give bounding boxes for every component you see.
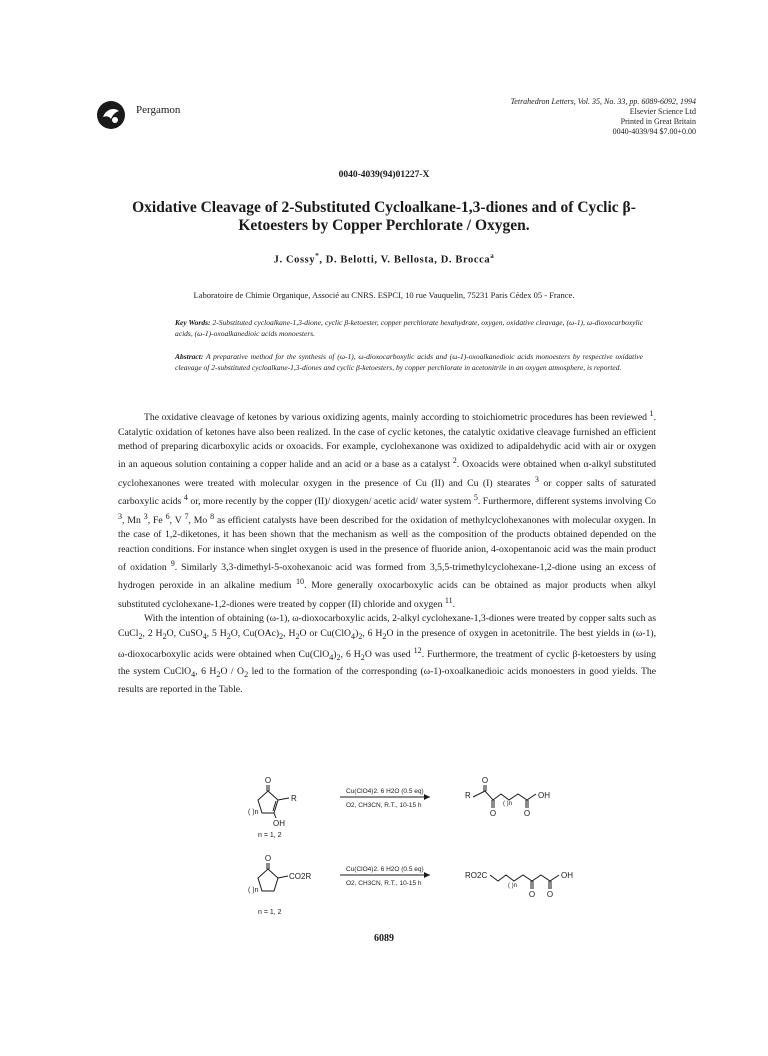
keywords-block bbox=[175, 318, 643, 339]
chain-index-2: ( )n bbox=[508, 883, 517, 889]
diketoacid-chain bbox=[473, 791, 536, 800]
abstract-block bbox=[175, 352, 643, 373]
abstract-label: Abstract: bbox=[175, 352, 204, 361]
publisher-name: Pergamon bbox=[136, 104, 181, 116]
citation-price: 0040-4039/94 $7.00+0.00 bbox=[612, 127, 696, 136]
citation-printed: Printed in Great Britain bbox=[620, 117, 696, 126]
carbonyl-o-top: O bbox=[264, 776, 272, 785]
author-corresponding: J. Cossy bbox=[273, 254, 316, 266]
n-values-1: n = 1, 2 bbox=[258, 832, 282, 839]
article-title: Oxidative Cleavage of 2-Substituted Cycloalkane-1,3-diones and of Cyclic β-Ketoesters by Copper Perchlorate / Oxygen. bbox=[132, 199, 636, 234]
corresponding-mark: * bbox=[315, 252, 320, 260]
author-coauthors: D. Belotti, V. Bellosta, D. Brocca bbox=[325, 254, 491, 266]
ketone-o-top: O bbox=[481, 776, 489, 785]
reagent-1: Cu(ClO4)2. 6 H2O (0.5 eq) bbox=[346, 788, 424, 795]
journal-citation bbox=[511, 97, 696, 137]
page-number: 6089 bbox=[374, 933, 394, 944]
keto-o-bottom-2: O bbox=[528, 890, 536, 899]
paragraph-intention: With the intention of obtaining (ω-1), ω-dioxocarboxylic acids, 2-alkyl cyclohexane-1,3-diones were treated by copper salts such as CuCl$_2$, 2 $H_2O$, CuSO$_4$, 5 $H_2O$, $Cu(OAc)_2$, $H_2O$ or $Cu(ClO_4)_2$, 6 $H_2O$ in the presence of oxygen in acetonitrile. The best yields in (ω-1), ω-dioxocarboxylic acids were obtained when $Cu(ClO_4)_2$, 6 $H_2O$ was used $^{12}$. Furthermore, the treatment of cyclic β-ketoesters by using the system CuClO$_4$, 6 $H_2O / O_2$ led to the formation of the corresponding (ω-1)-oxoalkanedioic acids monoesters in good yields. The results are reported in the Table. bbox=[118, 613, 657, 695]
conditions-2: O2, CH3CN, R.T., 10-15 h bbox=[346, 880, 422, 887]
ester-group: CO2R bbox=[289, 872, 312, 881]
conditions-1: O2, CH3CN, R.T., 10-15 h bbox=[346, 802, 422, 809]
paragraph-intro: The oxidative cleavage of ketones by various oxidizing agents, mainly according to stoichiometric procedures has been reviewed $^1$. Catalytic oxidation of ketones have also been realized. In the case of cyclic ketones, the catalytic oxidative cleavage furnished an efficient method of preparing dicarboxylic acids or oxoacids. For example, cyclohexanone was oxidized to adipaldehydic acid with air or oxygen in an aqueous solution containing a copper halide and an acid or a base as a catalyst $^2$. Oxoacids were obtained when α-alkyl substituted cyclohexanones were treated with molecular oxygen in the presence of Cu (II) and Cu (I) stearates $^3$ or copper salts of saturated carboxylic acids $^4$ or, more recently by the copper (II)/ dioxygen/ acetic acid/ water system $^5$. Furthermore, different systems involving Co $^3$, Mn $^3$, Fe $^6$, V $^7$, Mo $^8$ as efficient catalysts have been described for the oxidation of methylcyclohexanones with molecular oxygen. In the case of 1,2-diketones, it has been shown that the mechanism as well as the composition of the products obtained depended on the reaction conditions. For instance when singlet oxygen is used in the presence of fluoride anion, 4-oxopentanoic acid was the main product of oxidation $^9$. Similarly 3,3-dimethyl-5-oxohexanoic acid was formed from 3,5,5-trimethylcyclohexane-1,2-dione using an excess of hydrogen peroxide in an alkaline medium $^{10}$. More generally oxocarboxylic acids can be obtained as major products when alkyl substituted cyclohexane-1,2-diones were treated by copper (II) chloride and oxygen $^{11}$. bbox=[118, 409, 657, 611]
affiliation-mark: a bbox=[490, 252, 495, 260]
ketone-o-bottom: O bbox=[489, 809, 497, 818]
citation-publisher: Elsevier Science Ltd bbox=[629, 107, 696, 116]
acid-oh: OH bbox=[538, 791, 550, 800]
article-body bbox=[118, 407, 656, 697]
acid-oh-2: OH bbox=[561, 871, 573, 880]
keywords-text: 2-Substituted cycloalkane-1,3-dione, cyclic β-ketoester, copper perchlorate hexahydrate, oxygen, oxidative cleavage, (ω-1), ω-dioxocarboxylic acids, (ω-1)-oxoalkanedioic acids monoesters. bbox=[175, 318, 643, 338]
r-substituent: R bbox=[291, 794, 297, 803]
ester-prefix: RO2C bbox=[465, 871, 488, 880]
dione-ring bbox=[258, 791, 278, 813]
ketoester-acid-chain bbox=[490, 875, 559, 881]
abstract-text: A preparative method for the synthesis of (ω-1), ω-dioxocarboxylic acids and (ω-1)-oxoalkanedioic acids monoesters by respective oxidative cleavage of 2-substituted cycloalkane-1,3-diones and cyclic β-ketoesters, by copper perchlorate in acetonitrile in an oxygen atmosphere, is reported. bbox=[175, 352, 643, 372]
acid-o-bottom-2: O bbox=[546, 890, 554, 899]
ring-size-index: ( )n bbox=[248, 809, 259, 816]
reaction-scheme bbox=[240, 774, 600, 924]
keywords-label: Key Words: bbox=[175, 318, 211, 327]
enol-oh: OH bbox=[273, 819, 285, 828]
product-r: R bbox=[465, 791, 471, 800]
document-id: 0040-4039(94)01227-X bbox=[338, 170, 430, 180]
chain-index-1: ( )n bbox=[503, 801, 512, 807]
ring-size-index-2: ( )n bbox=[248, 887, 259, 894]
pergamon-logo-icon bbox=[96, 100, 126, 130]
citation-journal: Tetrahedron Letters, Vol. 35, No. 33, pp. 6089-6092, 1994 bbox=[510, 97, 696, 106]
carbonyl-o-ester: O bbox=[264, 854, 272, 863]
reagent-2: Cu(ClO4)2. 6 H2O (0.5 eq) bbox=[346, 866, 424, 873]
ketoester-ring bbox=[258, 869, 278, 891]
affiliation: Laboratoire de Chimie Organique, Associé au CNRS. ESPCI, 10 rue Vauquelin, 75231 Paris Cédex 05 - France. bbox=[193, 290, 575, 300]
acid-o-bottom: O bbox=[523, 809, 531, 818]
author-list: J. Cossy*, D. Belotti, V. Bellosta, D. Brocca$^a$ bbox=[273, 252, 495, 266]
n-values-2: n = 1, 2 bbox=[258, 909, 282, 916]
